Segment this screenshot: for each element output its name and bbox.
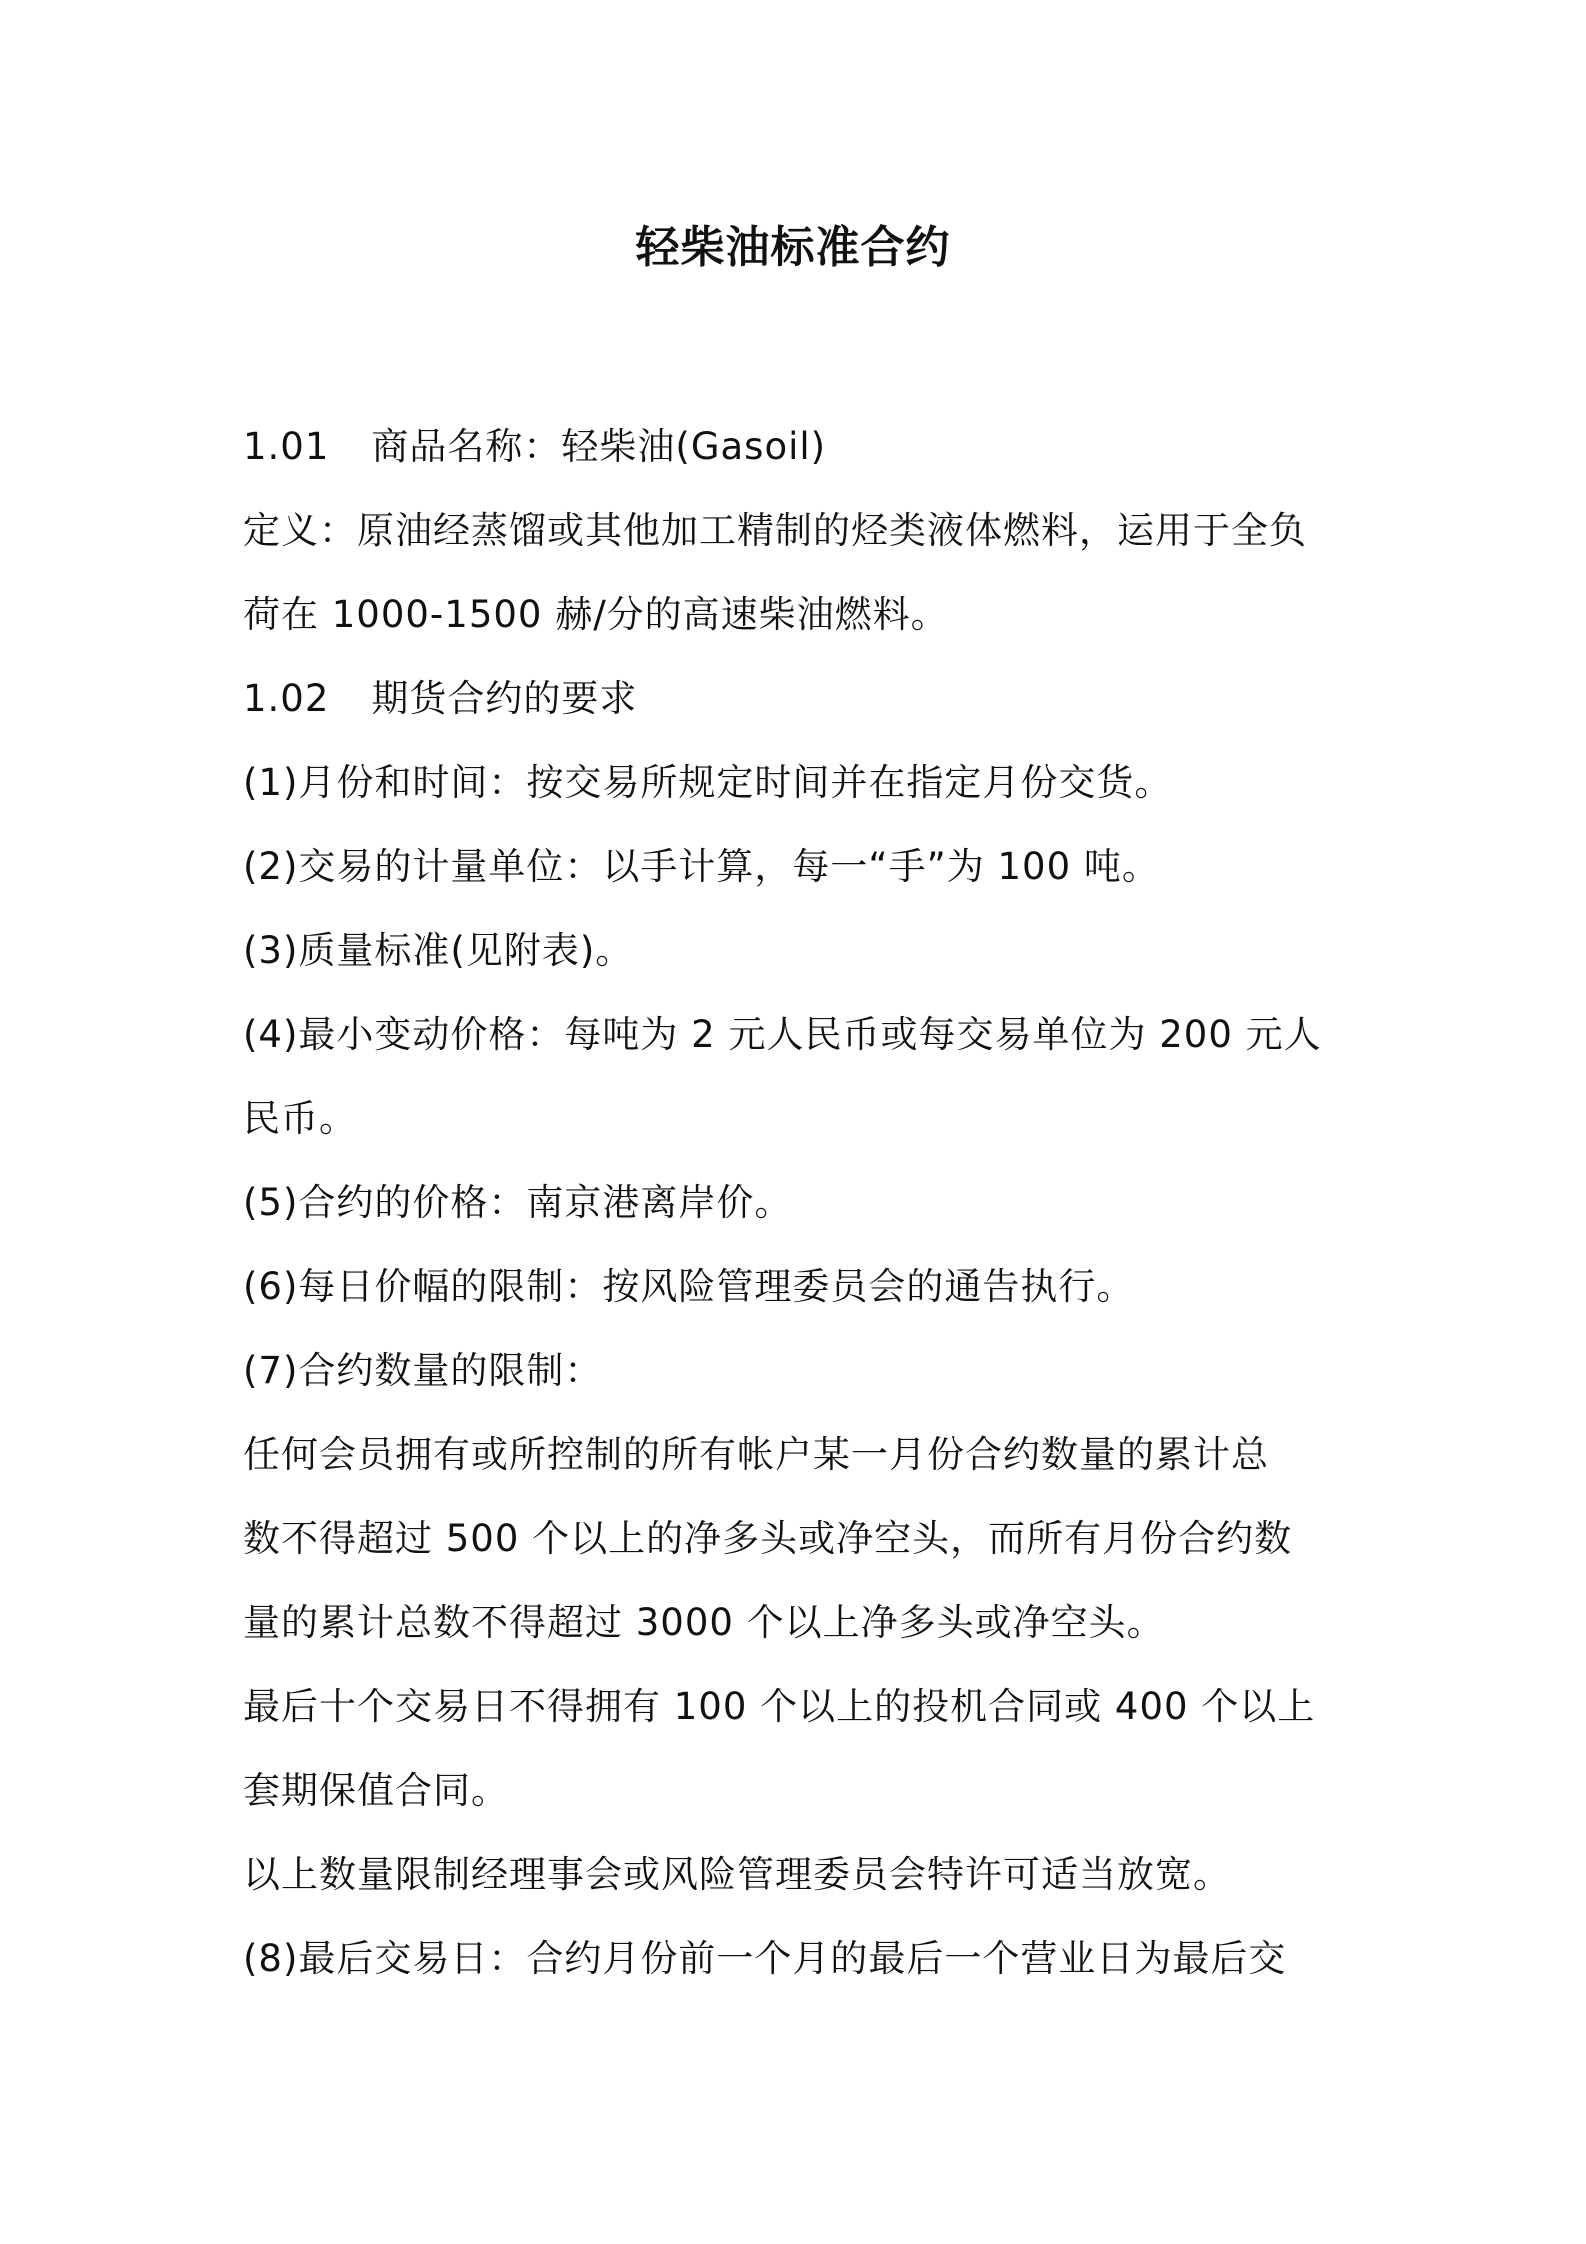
item-line: 量的累计总数不得超过 3000 个以上净多头或净空头。	[243, 1601, 1165, 1644]
definition-line: 荷在 1000-1500 赫/分的高速柴油燃料。	[243, 593, 949, 636]
item-line: (6)每日价幅的限制：按风险管理委员会的通告执行。	[243, 1265, 1135, 1308]
document-body	[243, 405, 1353, 2001]
item-line: 套期保值合同。	[243, 1769, 509, 1812]
section-heading: 期货合约的要求	[371, 677, 638, 720]
definition-line: 定义：原油经蒸馏或其他加工精制的烃类液体燃料，运用于全负	[243, 509, 1307, 552]
item-line: 任何会员拥有或所控制的所有帐户某一月份合约数量的累计总	[243, 1433, 1269, 1476]
section-1-01	[243, 405, 1353, 489]
item-line: 最后十个交易日不得拥有 100 个以上的投机合同或 400 个以上	[243, 1685, 1316, 1728]
item-line: 以上数量限制经理事会或风险管理委员会特许可适当放宽。	[243, 1853, 1231, 1896]
item-line: (4)最小变动价格：每吨为 2 元人民币或每交易单位为 200 元人	[243, 1013, 1322, 1056]
item-line: 数不得超过 500 个以上的净多头或净空头，而所有月份合约数	[243, 1517, 1293, 1560]
section-heading: 商品名称：轻柴油(Gasoil)	[371, 425, 827, 468]
section-number: 1.01	[243, 425, 330, 468]
item-line: 民币。	[243, 1097, 357, 1140]
section-1-02	[243, 657, 1353, 741]
page-title: 轻柴油标准合约	[635, 222, 951, 273]
item-line: (8)最后交易日：合约月份前一个月的最后一个营业日为最后交	[243, 1937, 1287, 1980]
item-line: (2)交易的计量单位：以手计算，每一“手”为 100 吨。	[243, 845, 1160, 888]
item-line: (1)月份和时间：按交易所规定时间并在指定月份交货。	[243, 761, 1173, 804]
item-line: (5)合约的价格：南京港离岸价。	[243, 1181, 793, 1224]
item-line: (7)合约数量的限制：	[243, 1349, 603, 1392]
item-line: (3)质量标准(见附表)。	[243, 929, 634, 972]
section-number: 1.02	[243, 677, 330, 720]
